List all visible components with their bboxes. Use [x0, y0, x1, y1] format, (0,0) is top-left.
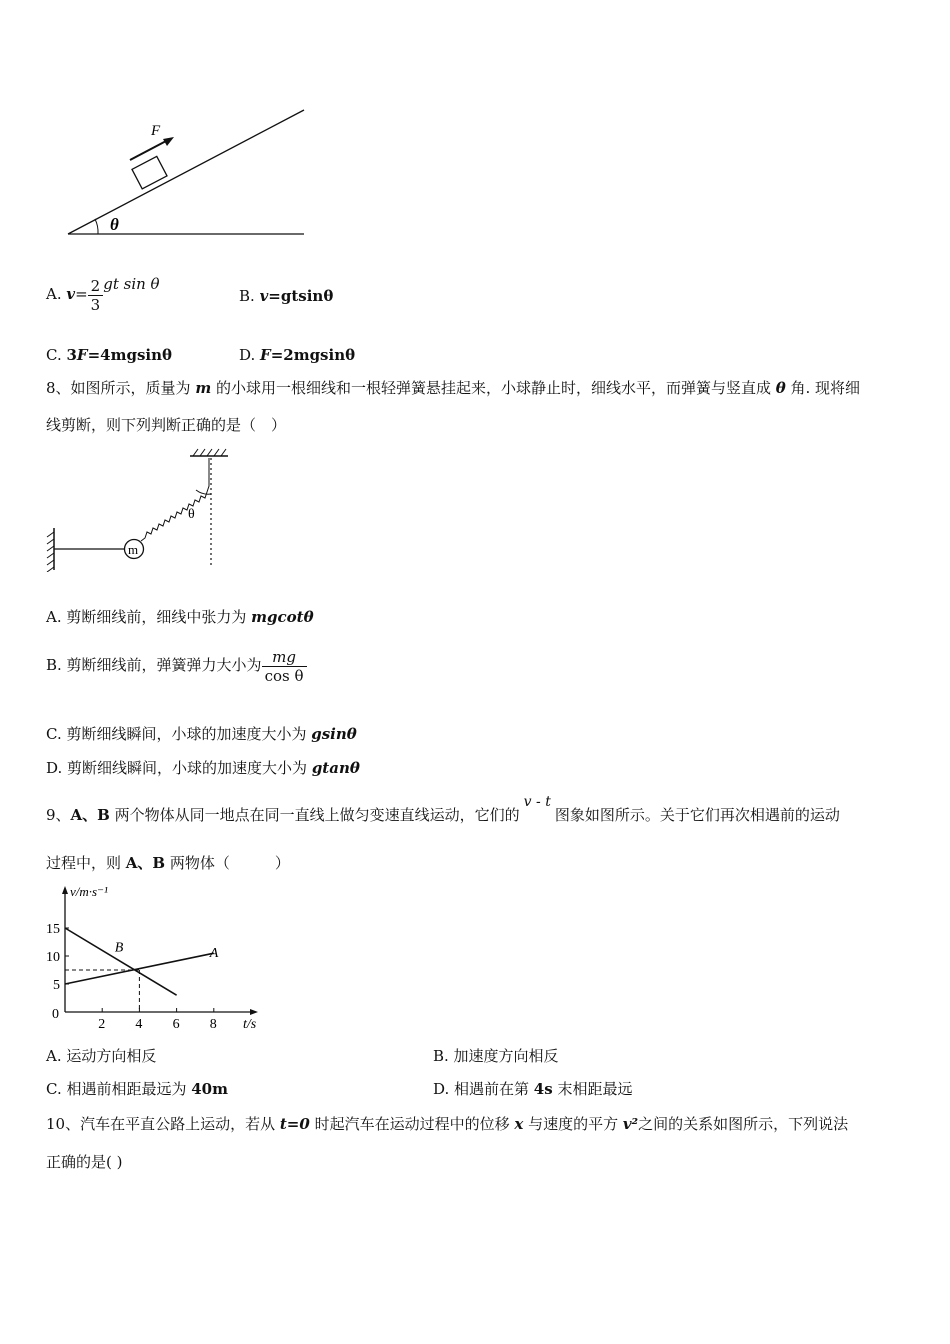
incline-surface — [68, 110, 304, 234]
y-tick-label: 15 — [46, 922, 60, 937]
q8-option-b-fraction: $\frac{mg}{\text{cos θ}}$ — [262, 648, 307, 685]
y-axis-label: v/m·s⁻¹ — [70, 884, 108, 899]
x-axis-arrow — [250, 1009, 258, 1015]
q7-option-b: B. v=gtsinθ — [239, 287, 334, 305]
y-axis-arrow — [62, 886, 68, 894]
x-tick-label: 6 — [172, 1017, 180, 1032]
q9-stem-line2: 过程中，则 A、B 两物体（ ） — [46, 854, 290, 872]
x-axis-label: t/s — [243, 1017, 257, 1032]
q8-stem-line1: 8、如图所示，质量为 m 的小球用一根细线和一根轻弹簧悬挂起来，小球静止时，细线水平，而弹簧与竖直成 θ 角. 现将细 — [46, 379, 861, 397]
q8-option-c: C. 剪断细线瞬间，小球的加速度大小为 gsinθ — [46, 725, 357, 743]
block — [132, 156, 167, 188]
q7-option-d: D. F=2mgsinθ — [239, 346, 356, 364]
angle-arc — [196, 490, 211, 494]
q7-option-a-fraction: $\frac{2}{3}$ — [88, 277, 104, 314]
incline-figure — [60, 100, 330, 250]
q10-stem-line2: 正确的是( ) — [46, 1153, 123, 1171]
force-arrowhead — [163, 137, 174, 146]
y-tick-label: 10 — [46, 950, 60, 965]
q9-option-c: C. 相遇前相距最远为 40m — [46, 1080, 228, 1098]
angle-label: θ — [110, 215, 119, 234]
q9-option-d: D. 相遇前在第 4s 末相距最远 — [433, 1080, 633, 1098]
angle-arc — [95, 219, 98, 234]
spring-figure — [40, 446, 240, 572]
x-tick-label: 4 — [135, 1017, 143, 1032]
q9-stem-line1: 9、A、B 两个物体从同一地点在同一直线上做匀变速直线运动，它们的v - t图象如图所示。关于它们再次相遇前的运动 — [46, 794, 840, 824]
series-line-b — [65, 928, 177, 995]
q8-stem-line2: 线剪断，则下列判断正确的是（ ） — [46, 416, 287, 434]
q9-option-b: B. 加速度方向相反 — [433, 1047, 559, 1065]
vt-chart — [40, 880, 270, 1035]
x-tick-label: 2 — [98, 1017, 106, 1032]
spring — [141, 458, 209, 541]
q7-option-c: C. 3F=4mgsinθ — [46, 346, 172, 364]
series-label-b: B — [114, 940, 124, 956]
q10-stem-line1: 10、汽车在平直公路上运动，若从 t=0 时起汽车在运动过程中的位移 x 与速度的平方 v²之间的关系如图所示，下列说法 — [46, 1115, 849, 1133]
force-arrow — [130, 140, 168, 160]
q8-option-b: B. 剪断细线前，弹簧弹力大小为 $\frac{mg}{\text{cos θ}}$ — [46, 641, 307, 689]
x-tick-label: 8 — [209, 1017, 217, 1032]
q8-option-a: A. 剪断细线前，细线中张力为 mgcotθ — [46, 608, 314, 626]
y-tick-label: 5 — [53, 978, 60, 993]
angle-label: θ — [188, 507, 195, 522]
q9-option-a: A. 运动方向相反 — [46, 1047, 157, 1065]
series-label-a: A — [209, 946, 219, 962]
q7-option-a: A. v= $\frac{2}{3}$ gt sin θ — [46, 275, 160, 314]
origin-label: 0 — [52, 1007, 59, 1022]
q8-option-d: D. 剪断细线瞬间，小球的加速度大小为 gtanθ — [46, 759, 360, 777]
force-label: F — [151, 123, 161, 139]
ball-label: m — [128, 542, 139, 557]
